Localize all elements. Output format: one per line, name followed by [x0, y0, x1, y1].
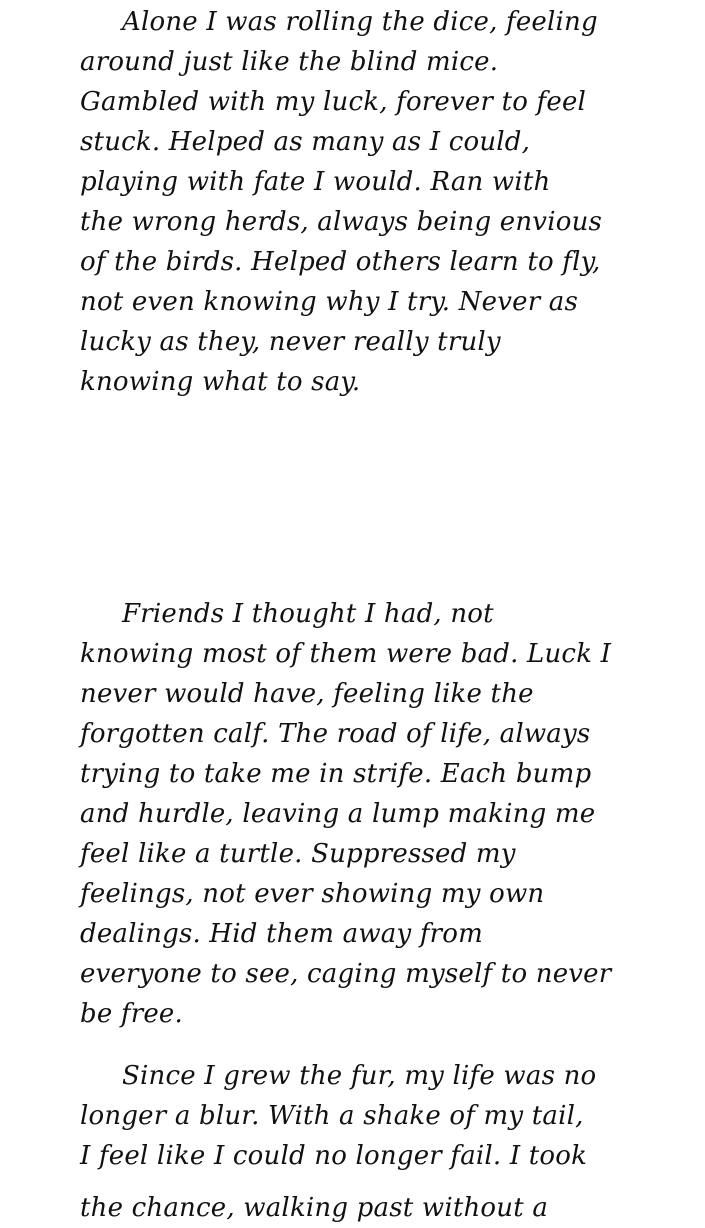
text-line: of the birds. Helped others learn to fly, [80, 247, 601, 277]
text-line: knowing what to say. [80, 367, 361, 397]
text-line: playing with fate I would. Ran with [80, 167, 551, 197]
text-line: Gambled with my luck, forever to feel [80, 87, 587, 117]
text-line: feelings, not ever showing my own [80, 879, 545, 909]
text-line: longer a blur. With a shake of my tail, [80, 1101, 584, 1131]
text-line: Alone I was rolling the dice, feeling [122, 7, 598, 37]
text-line: Since I grew the fur, my life was no [122, 1061, 597, 1091]
text-line: trying to take me in strife. Each bump [80, 759, 592, 789]
text-line: I feel like I could no longer fail. I took [80, 1141, 588, 1171]
text-line: the wrong herds, always being envious [80, 207, 603, 237]
text-line: lucky as they, never really truly [80, 327, 501, 357]
text-line: knowing most of them were bad. Luck I [80, 639, 612, 669]
text-line: dealings. Hid them away from [80, 919, 483, 949]
text-line: around just like the blind mice. [80, 47, 499, 77]
text-line: and hurdle, leaving a lump making me [80, 799, 596, 829]
text-line: be free. [80, 999, 183, 1029]
cutoff-line-container [0, 1166, 705, 1223]
text-line: Friends I thought I had, not [122, 599, 494, 629]
text-line: never would have, feeling like the [80, 679, 534, 709]
text-line: everyone to see, caging myself to never [80, 959, 612, 989]
text-line: feel like a turtle. Suppressed my [80, 839, 516, 869]
text-line: the chance, walking past without a [80, 1193, 549, 1223]
text-line: stuck. Helped as many as I could, [80, 127, 531, 157]
text-line: forgotten calf. The road of life, always [80, 719, 591, 749]
text-line: not even knowing why I try. Never as [80, 287, 579, 317]
